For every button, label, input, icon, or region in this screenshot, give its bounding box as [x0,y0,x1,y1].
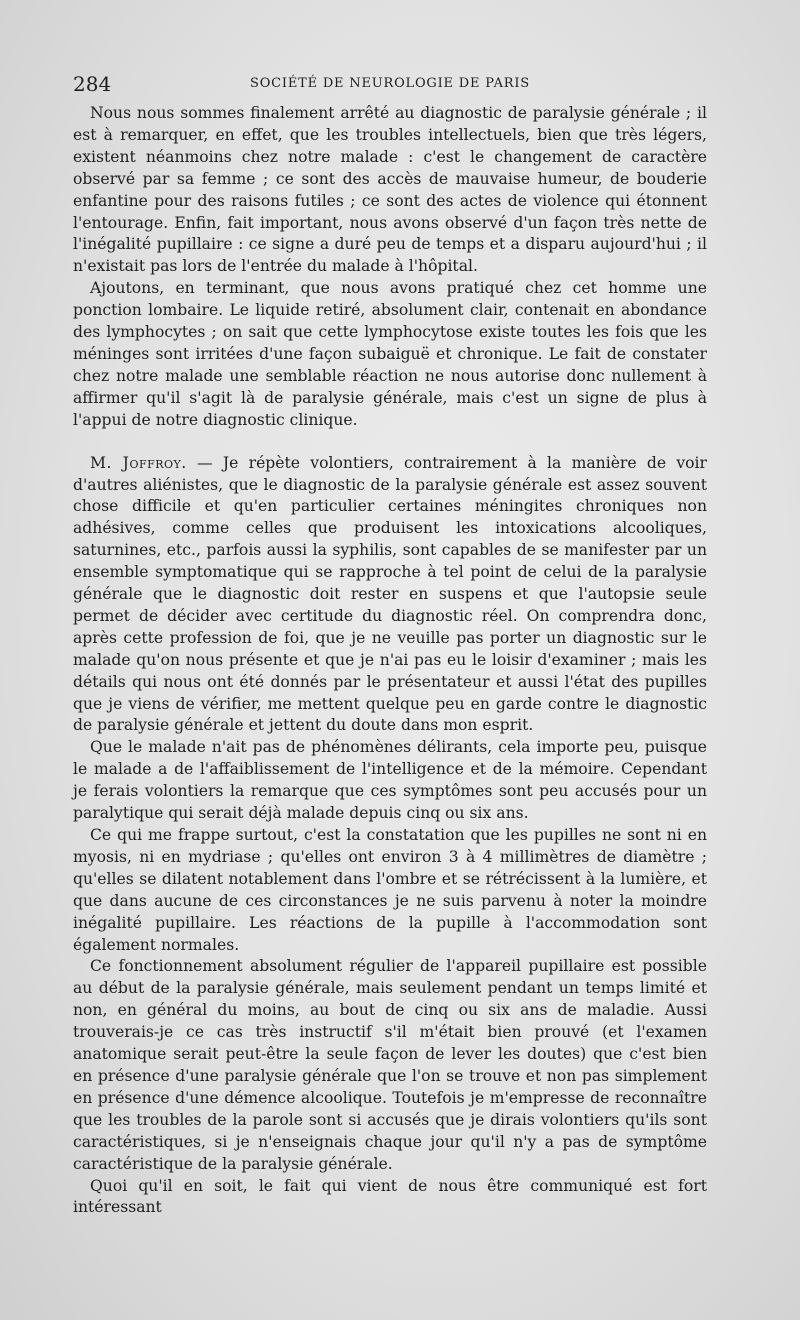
body-text [73,103,707,1219]
paragraph: Quoi qu'il en soit, le fait qui vient de nous être communiqué est fort intéressant [73,1176,707,1217]
paragraph: Ajoutons, en terminant, que nous avons pratiqué chez cet homme une ponction lombaire. Le liquide retiré, absolument clair, contenait en abondance des lymphocytes ; on sait que cette lymphocytose existe toutes les fois que les méninges sont irritées d'une façon subaiguë et chronique. Le fait de constater chez notre malade une semblable réaction ne nous autorise donc nullement à affirmer qu'il s'agit là de paralysie générale, mais c'est un signe de plus à l'appui de notre diagnostic clinique. [73,279,707,429]
paragraph-text: — Je répète volontiers, contrairement à la manière de voir d'autres aliénistes, que le diagnostic de la paralysie générale est assez souvent chose difficile et qu'en particulier certaines méningites chroniques non adhésives, comme celles que produisent les intoxications alcooliques, saturnines, etc., parfois aussi la syphilis, sont capables de se manifester par un ensemble symptomatique qui se rapproche à tel point de celui de la paralysie générale que le diagnostic doit rester en suspens et que l'autopsie seule permet de décider avec certitude du diagnostic réel. On comprendra donc, après cette profession de foi, que je ne veuille pas porter un diagnostic sur le malade qu'on nous présente et que je n'ai pas eu le loisir d'examiner ; mais les détails qui nous ont été donnés par le présentateur et aussi l'état des pupilles que je viens de vérifier, me mettent quelque peu en garde contre le diagnostic de paralysie générale et jettent du doute dans mon esprit. [73,453,707,735]
paragraph-joffroy [73,453,707,738]
speaker-name: M. Joffroy. [90,453,187,472]
paragraph: Ce fonctionnement absolument régulier de l'appareil pupillaire est possible au début de la paralysie générale, mais seulement pendant un temps limité et non, en général du moins, au bout de cinq ou six ans de maladie. Aussi trouverais-je ce cas très instructif s'il m'était bien prouvé (et l'examen anatomique serait peut-être la seule façon de lever les doutes) que c'est bien en présence d'une paralysie générale que l'on se trouve et non pas simplement en présence d'une démence alcoolique. Toutefois je m'empresse de reconnaître que les troubles de la parole sont si accusés que je dirais volontiers qu'ils sont caractéristiques, si je n'enseignais chaque jour qu'il n'y a pas de symptôme caractéristique de la paralysie générale. [73,957,707,1173]
paragraph: Ce qui me frappe surtout, c'est la constatation que les pupilles ne sont ni en myosis, ni en mydriase ; qu'elles ont environ 3 à 4 millimètres de diamètre ; qu'elles se dilatent notablement dans l'ombre et se rétrécissent à la lumière, et que dans aucune de ces circonstances je ne suis parvenu à noter la moindre inégalité pupillaire. Les réactions de la pupille à l'accommodation sont également normales. [73,826,707,954]
running-head: SOCIÉTÉ DE NEUROLOGIE DE PARIS [250,76,530,91]
paragraph: Que le malade n'ait pas de phénomènes délirants, cela importe peu, puisque le malade a de l'affaiblissement de l'intelligence et de la mémoire. Cependant je ferais volontiers la remarque que ces symptômes sont peu accusés pour un paralytique qui serait déjà malade depuis cinq ou six ans. [73,738,707,823]
paragraph: Nous nous sommes finalement arrêté au diagnostic de paralysie générale ; il est à remarquer, en effet, que les troubles intellectuels, bien que très légers, existent néanmoins chez notre malade : c'est le changement de caractère observé par sa femme ; ce sont des accès de mauvaise humeur, de bouderie enfantine pour des raisons futiles ; ce sont des actes de violence qui étonnent l'entourage. Enfin, fait important, nous avons observé d'un façon très nette de l'inégalité pupillaire : ce signe a duré peu de temps et a disparu aujourd'hui ; il n'existait pas lors de l'entrée du malade à l'hôpital. [73,104,707,276]
page-number: 284 [73,72,112,96]
page-header [73,70,707,98]
